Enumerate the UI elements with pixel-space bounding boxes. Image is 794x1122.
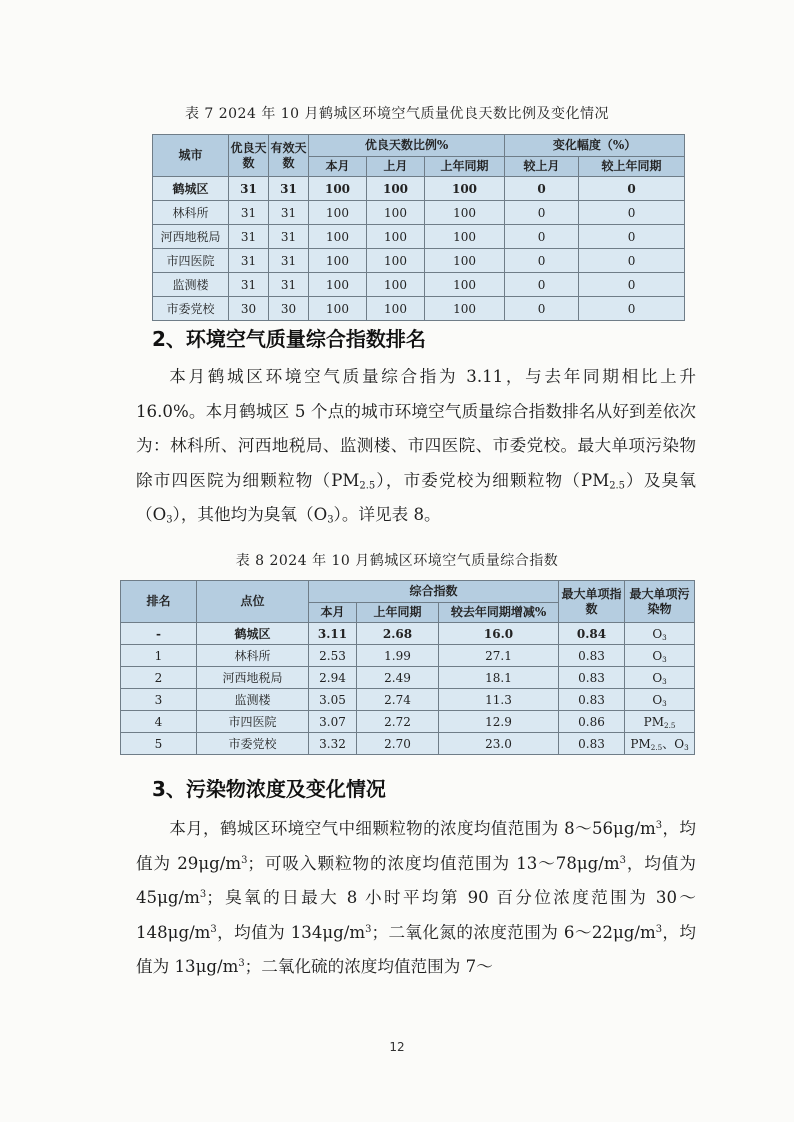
cell-prev: 2.74: [357, 689, 439, 711]
table-row: [121, 645, 695, 667]
cell-rank: 4: [121, 711, 197, 733]
cell-rank: 1: [121, 645, 197, 667]
cell-pollutant: $PM_{2.5}$: [625, 711, 695, 733]
table7-caption: 表 7 2024 年 10 月鹤城区环境空气质量优良天数比例及变化情况: [184, 106, 610, 122]
superscript: 3: [619, 854, 626, 866]
t8-header-max-pollutant: 最大单项污染物: [625, 581, 695, 623]
superscript: 3: [655, 923, 663, 935]
superscript: 3: [655, 820, 663, 832]
cell-prev: 2.70: [357, 733, 439, 755]
t7-header-this-month: 本月: [309, 157, 367, 177]
cell-rank: 5: [121, 733, 197, 755]
table-row: [121, 711, 695, 733]
cell-change: 12.9: [439, 711, 559, 733]
page-number: 12: [389, 1040, 405, 1054]
text-run: ）及臭氧（O: [136, 470, 697, 525]
t7-header-city: 城市: [153, 135, 229, 177]
t7-header-last-month: 上月: [367, 157, 425, 177]
t7-header-ratio-group: 优良天数比例%: [309, 135, 505, 157]
text-run: 本月鹤城区环境空气质量综合指为 3.11，与去年同期相比上升 16.0%。本月鹤城区 5 个点的城市环境空气质量综合指数排名从好到差依次为：林科所、河西地税局、监测楼、市四医院、市委党校。最大单项污染物除市四医院为细颗粒物（PM: [136, 367, 696, 490]
cell-max-index: 0.83: [559, 645, 625, 667]
cell: 100: [309, 177, 367, 201]
cell: 100: [309, 273, 367, 297]
cell: 100: [367, 273, 425, 297]
cell: 31: [229, 225, 269, 249]
cell-max-index: 0.86: [559, 711, 625, 733]
cell-max-index: 0.83: [559, 689, 625, 711]
subscript: 3: [327, 514, 334, 526]
cell-max-index: 0.83: [559, 733, 625, 755]
cell: 30: [229, 297, 269, 321]
table-row: [121, 733, 695, 755]
t7-header-valid-days: 有效天数: [269, 135, 309, 177]
section2-paragraph: [136, 360, 696, 533]
cell-change: 27.1: [439, 645, 559, 667]
t8-header-rank: 排名: [121, 581, 197, 623]
cell: 100: [425, 273, 505, 297]
cell: 31: [269, 249, 309, 273]
cell: 0: [505, 225, 579, 249]
cell: 31: [229, 177, 269, 201]
t7-header-same-period: 上年同期: [425, 157, 505, 177]
text-run: 本月，鹤城区环境空气中细颗粒物的浓度均值范围为 8～56μg/m: [169, 819, 656, 838]
cell-now: 3.05: [309, 689, 357, 711]
cell-now: 3.11: [309, 623, 357, 645]
superscript: 3: [241, 854, 248, 866]
text-run: ），市委党校为细颗粒物（PM: [375, 470, 610, 490]
cell-rank: 2: [121, 667, 197, 689]
text-run: ；二氧化硫的浓度均值范围为 7～: [244, 957, 493, 977]
superscript: 3: [365, 923, 372, 935]
cell-change: 16.0: [439, 623, 559, 645]
cell: 0: [505, 177, 579, 201]
t8-header-change-pct: 较去年同期增减%: [439, 603, 559, 623]
cell-site: 市四医院: [197, 711, 309, 733]
cell-rank: -: [121, 623, 197, 645]
cell: 31: [229, 273, 269, 297]
cell: 100: [367, 249, 425, 273]
text-run: ，均值为 134μg/m: [216, 922, 366, 942]
t7-header-vs-same-period: 较上年同期: [579, 157, 685, 177]
cell: 0: [579, 177, 685, 201]
subscript: 2.5: [609, 480, 626, 492]
cell-now: 3.07: [309, 711, 357, 733]
cell: 100: [367, 225, 425, 249]
section2-heading: 2、环境空气质量综合指数排名: [152, 327, 426, 351]
table-row: [121, 623, 695, 645]
text-run: ）。详见表 8。: [333, 505, 441, 525]
cell-site: 林科所: [197, 645, 309, 667]
cell: 100: [425, 297, 505, 321]
superscript: 3: [199, 889, 207, 901]
cell: 31: [269, 225, 309, 249]
superscript: 3: [210, 923, 217, 935]
superscript: 3: [238, 958, 245, 970]
cell: 鹤城区: [153, 177, 229, 201]
cell: 100: [309, 225, 367, 249]
cell: 100: [309, 249, 367, 273]
cell: 0: [579, 273, 685, 297]
cell: 0: [505, 201, 579, 225]
subscript: 2.5: [359, 480, 376, 492]
cell: 0: [505, 273, 579, 297]
cell-max-index: 0.83: [559, 667, 625, 689]
text-run: ，均值为 29μg/m: [136, 819, 696, 873]
cell: 0: [505, 249, 579, 273]
table-row: [121, 689, 695, 711]
cell: 0: [579, 249, 685, 273]
t8-header-same-period: 上年同期: [357, 603, 439, 623]
cell-site: 市委党校: [197, 733, 309, 755]
table8: [120, 580, 695, 755]
table-row: [153, 177, 685, 201]
text-run: ；可吸入颗粒物的浓度均值范围为 13～78μg/m: [247, 853, 620, 873]
cell-change: 11.3: [439, 689, 559, 711]
cell-max-index: 0.84: [559, 623, 625, 645]
table-row: [153, 201, 685, 225]
cell-now: 3.32: [309, 733, 357, 755]
cell: 31: [269, 177, 309, 201]
cell: 100: [425, 225, 505, 249]
cell: 100: [367, 297, 425, 321]
cell-site: 河西地税局: [197, 667, 309, 689]
cell: 31: [229, 201, 269, 225]
cell: 100: [309, 297, 367, 321]
table7: [152, 134, 685, 321]
cell: 市四医院: [153, 249, 229, 273]
cell: 100: [425, 177, 505, 201]
cell: 100: [367, 201, 425, 225]
text-run: ，均值为 45μg/m: [136, 853, 697, 908]
t8-header-site: 点位: [197, 581, 309, 623]
cell: 100: [425, 249, 505, 273]
table8-caption: 表 8 2024 年 10 月鹤城区环境空气质量综合指数: [235, 553, 559, 569]
cell: 0: [505, 297, 579, 321]
cell: 林科所: [153, 201, 229, 225]
cell-prev: 2.49: [357, 667, 439, 689]
t8-header-this-month: 本月: [309, 603, 357, 623]
cell: 监测楼: [153, 273, 229, 297]
t7-header-change-group: 变化幅度（%）: [505, 135, 685, 157]
table-row: [153, 273, 685, 297]
section3-heading: 3、污染物浓度及变化情况: [152, 777, 386, 801]
t8-header-max-index: 最大单项指数: [559, 581, 625, 623]
cell: 市委党校: [153, 297, 229, 321]
t7-header-vs-last-month: 较上月: [505, 157, 579, 177]
cell: 100: [367, 177, 425, 201]
cell-pollutant: $O_3$: [625, 645, 695, 667]
cell: 31: [269, 273, 309, 297]
section3-paragraph: [136, 812, 696, 985]
cell: 0: [579, 225, 685, 249]
cell: 30: [269, 297, 309, 321]
cell-prev: 2.68: [357, 623, 439, 645]
cell-pollutant: $O_3$: [625, 689, 695, 711]
cell: 0: [579, 297, 685, 321]
text-run: ，均值为 13μg/m: [136, 922, 696, 977]
cell: 0: [579, 201, 685, 225]
t7-header-good-days: 优良天数: [229, 135, 269, 177]
cell-now: 2.94: [309, 667, 357, 689]
text-run: ；臭氧的日最大 8 小时平均第 90 百分位浓度范围为 30～148μg/m: [136, 888, 696, 942]
cell-change: 23.0: [439, 733, 559, 755]
table-row: [121, 667, 695, 689]
table-row: [153, 225, 685, 249]
cell: 河西地税局: [153, 225, 229, 249]
table-row: [153, 249, 685, 273]
cell: 31: [229, 249, 269, 273]
cell-site: 鹤城区: [197, 623, 309, 645]
text-run: ；二氧化氮的浓度范围为 6～22μg/m: [371, 922, 656, 942]
cell: 100: [309, 201, 367, 225]
cell-pollutant: $O_3$: [625, 667, 695, 689]
cell-now: 2.53: [309, 645, 357, 667]
text-run: ），其他均为臭氧（O: [172, 505, 328, 525]
cell: 31: [269, 201, 309, 225]
cell-change: 18.1: [439, 667, 559, 689]
cell-prev: 2.72: [357, 711, 439, 733]
subscript: 3: [166, 514, 173, 526]
cell-rank: 3: [121, 689, 197, 711]
t8-header-index-group: 综合指数: [309, 581, 559, 603]
cell-prev: 1.99: [357, 645, 439, 667]
cell-site: 监测楼: [197, 689, 309, 711]
table-row: [153, 297, 685, 321]
cell-pollutant: $O_3$: [625, 623, 695, 645]
cell: 100: [425, 201, 505, 225]
cell-pollutant: $PM_{2.5}$、$O_3$: [625, 733, 695, 755]
